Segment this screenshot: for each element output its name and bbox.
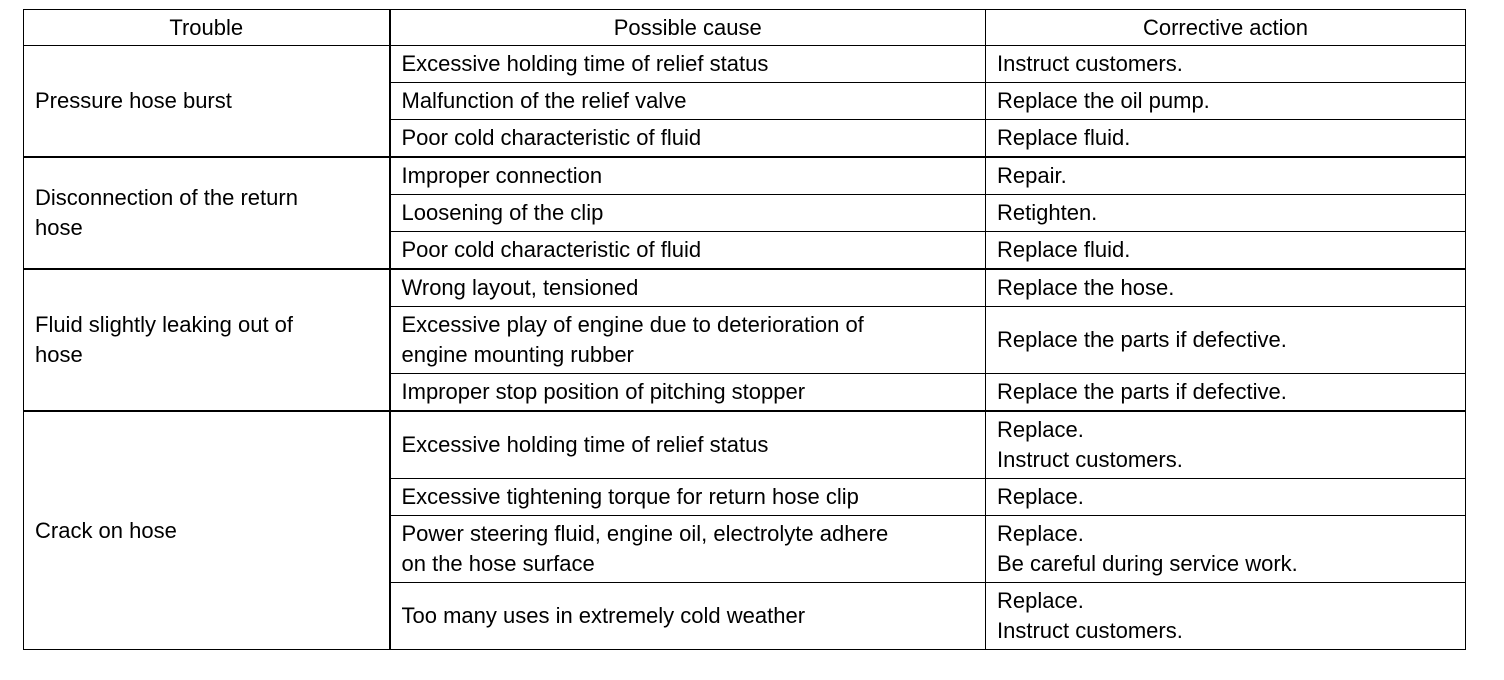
corrective-action-text: Replace the parts if defective.: [997, 379, 1287, 404]
table-row: [24, 157, 1466, 195]
corrective-action-cell: [986, 516, 1466, 583]
corrective-action-text: Replace the parts if defective.: [997, 327, 1287, 352]
possible-cause-text: Excessive holding time of relief status: [401, 51, 769, 76]
corrective-action-cell: [986, 307, 1466, 374]
possible-cause-cell: [390, 374, 986, 412]
corrective-action-cell: [986, 269, 1466, 307]
corrective-action-cell: [986, 411, 1466, 479]
corrective-action-cell: [986, 479, 1466, 516]
corrective-action-text: Replace the hose.: [997, 275, 1175, 300]
trouble-cell: [24, 46, 390, 158]
possible-cause-text: Wrong layout, tensioned: [401, 275, 639, 300]
corrective-action-text: Instruct customers.: [997, 447, 1183, 472]
trouble-cell: [24, 269, 390, 411]
trouble-text: Crack on hose: [35, 517, 177, 543]
possible-cause-text: engine mounting rubber: [401, 342, 634, 367]
possible-cause-cell: [390, 232, 986, 270]
header-row: [24, 10, 1466, 46]
header-corrective-action: Corrective action: [986, 10, 1466, 46]
table-body: [24, 46, 1466, 650]
possible-cause-text: Poor cold characteristic of fluid: [401, 125, 702, 150]
possible-cause-text: Malfunction of the relief valve: [401, 88, 687, 113]
table-header: [24, 10, 1466, 46]
trouble-text: Fluid slightly leaking out of: [35, 312, 294, 337]
trouble-cell: [24, 411, 390, 650]
possible-cause-cell: [390, 46, 986, 83]
table-row: [24, 411, 1466, 479]
possible-cause-text: Excessive tightening torque for return hose clip: [401, 484, 859, 509]
troubleshooting-table: [23, 9, 1466, 650]
possible-cause-cell: [390, 269, 986, 307]
trouble-text: hose: [35, 342, 83, 367]
table-row: [24, 269, 1466, 307]
possible-cause-cell: [390, 195, 986, 232]
possible-cause-text: on the hose surface: [401, 551, 595, 576]
corrective-action-cell: [986, 583, 1466, 650]
possible-cause-text: Loosening of the clip: [401, 200, 604, 225]
trouble-text: Disconnection of the return: [35, 185, 298, 210]
possible-cause-cell: [390, 157, 986, 195]
corrective-action-cell: [986, 46, 1466, 83]
possible-cause-text: Excessive holding time of relief status: [401, 432, 769, 457]
header-trouble: Trouble: [24, 10, 390, 46]
possible-cause-text: Improper connection: [401, 163, 603, 188]
header-possible-cause: Possible cause: [390, 10, 986, 46]
corrective-action-text: Instruct customers.: [997, 51, 1183, 76]
corrective-action-cell: [986, 195, 1466, 232]
corrective-action-cell: [986, 157, 1466, 195]
possible-cause-cell: [390, 583, 986, 650]
possible-cause-text: Power steering fluid, engine oil, electrolyte adhere: [401, 521, 889, 546]
trouble-cell: [24, 157, 390, 269]
corrective-action-text: Replace.: [997, 484, 1084, 509]
corrective-action-text: Repair.: [997, 163, 1067, 188]
trouble-text: Pressure hose burst: [35, 88, 232, 113]
possible-cause-text: Too many uses in extremely cold weather: [401, 603, 806, 628]
corrective-action-text: Be careful during service work.: [997, 551, 1298, 576]
corrective-action-cell: [986, 374, 1466, 412]
possible-cause-cell: [390, 307, 986, 374]
corrective-action-text: Instruct customers.: [997, 618, 1183, 643]
possible-cause-cell: [390, 120, 986, 158]
possible-cause-text: Poor cold characteristic of fluid: [401, 237, 702, 262]
possible-cause-cell: [390, 411, 986, 479]
corrective-action-text: Replace the oil pump.: [997, 88, 1210, 113]
possible-cause-text: Improper stop position of pitching stopper: [401, 379, 806, 404]
possible-cause-cell: [390, 83, 986, 120]
possible-cause-cell: [390, 479, 986, 516]
possible-cause-cell: [390, 516, 986, 583]
corrective-action-text: Replace fluid.: [997, 237, 1131, 262]
corrective-action-cell: [986, 120, 1466, 158]
trouble-text: hose: [35, 215, 83, 240]
corrective-action-text: Replace.: [997, 417, 1084, 442]
corrective-action-text: Replace fluid.: [997, 125, 1131, 150]
corrective-action-cell: [986, 83, 1466, 120]
corrective-action-text: Replace.: [997, 588, 1084, 613]
corrective-action-cell: [986, 232, 1466, 270]
possible-cause-text: Excessive play of engine due to deterioration of: [401, 312, 864, 337]
corrective-action-text: Replace.: [997, 521, 1084, 546]
corrective-action-text: Retighten.: [997, 200, 1098, 225]
table-row: [24, 46, 1466, 83]
